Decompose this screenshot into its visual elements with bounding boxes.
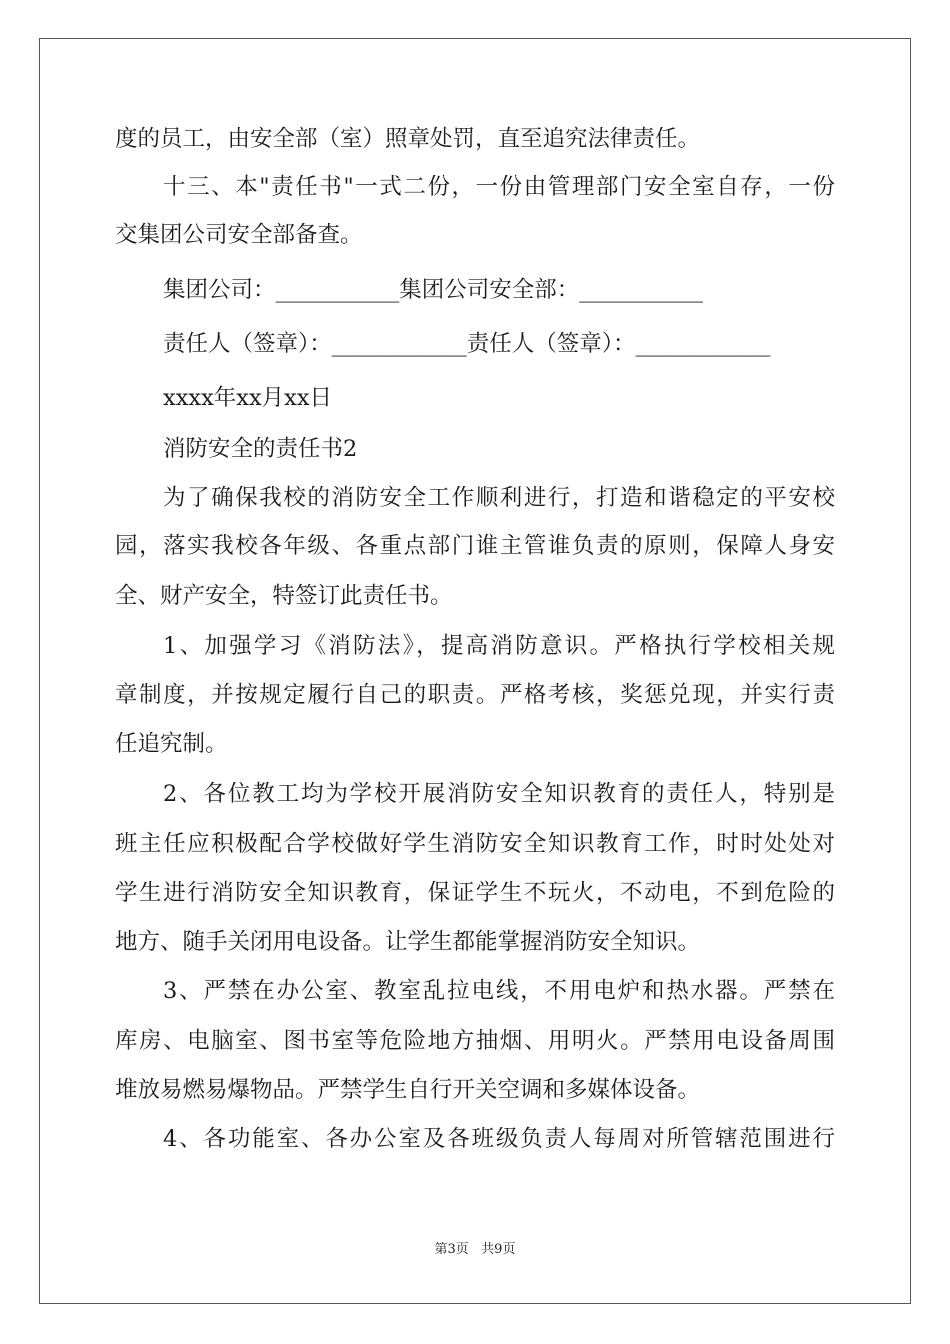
text-line: 4、各功能室、各办公室及各班级负责人每周对所管辖范围进行 [163,1126,835,1152]
page-number: 第3页 共9页 [434,1242,516,1257]
text-line: 地方、随手关闭用电设备。让学生都能掌握消防安全知识。 [115,929,701,955]
text-line: 任追究制。 [115,731,228,757]
signature-line-responsible: 责任人（签章）：____________责任人（签章）：____________ [163,331,771,357]
section-title: 消防安全的责任书2 [163,436,358,462]
text-line: 2、各位教工均为学校开展消防安全知识教育的责任人，特别是 [163,781,835,807]
text-line: 园，落实我校各年级、各重点部门谁主管谁负责的原则，保障人身安 [115,533,835,559]
date-line: xxxx年xx月xx日 [163,385,333,411]
text-line: 度的员工，由安全部（室）照章处罚，直至追究法律责任。 [115,126,701,152]
text-line: 库房、电脑室、图书室等危险地方抽烟、用明火。严禁用电设备周围 [115,1028,835,1054]
text-line: 交集团公司安全部备查。 [115,222,363,248]
signature-line-company: 集团公司：___________集团公司安全部：___________ [163,277,704,303]
text-line: 1、加强学习《消防法》，提高消防意识。严格执行学校相关规 [163,633,835,659]
text-line: 堆放易燃易爆物品。严禁学生自行开关空调和多媒体设备。 [115,1077,701,1103]
text-line: 十三、本"责任书"一式二份，一份由管理部门安全室自存，一份 [163,174,835,200]
text-line: 班主任应积极配合学校做好学生消防安全知识教育工作，时时处处对 [115,831,835,857]
text-line: 学生进行消防安全知识教育，保证学生不玩火，不动电，不到危险的 [115,880,835,906]
text-line: 全、财产安全，特签订此责任书。 [115,583,453,609]
text-line: 3、严禁在办公室、教室乱拉电线，不用电炉和热水器。严禁在 [163,978,835,1004]
text-line: 章制度，并按规定履行自己的职责。严格考核，奖惩兑现，并实行责 [115,682,835,708]
text-line: 为了确保我校的消防安全工作顺利进行，打造和谐稳定的平安校 [163,485,835,511]
